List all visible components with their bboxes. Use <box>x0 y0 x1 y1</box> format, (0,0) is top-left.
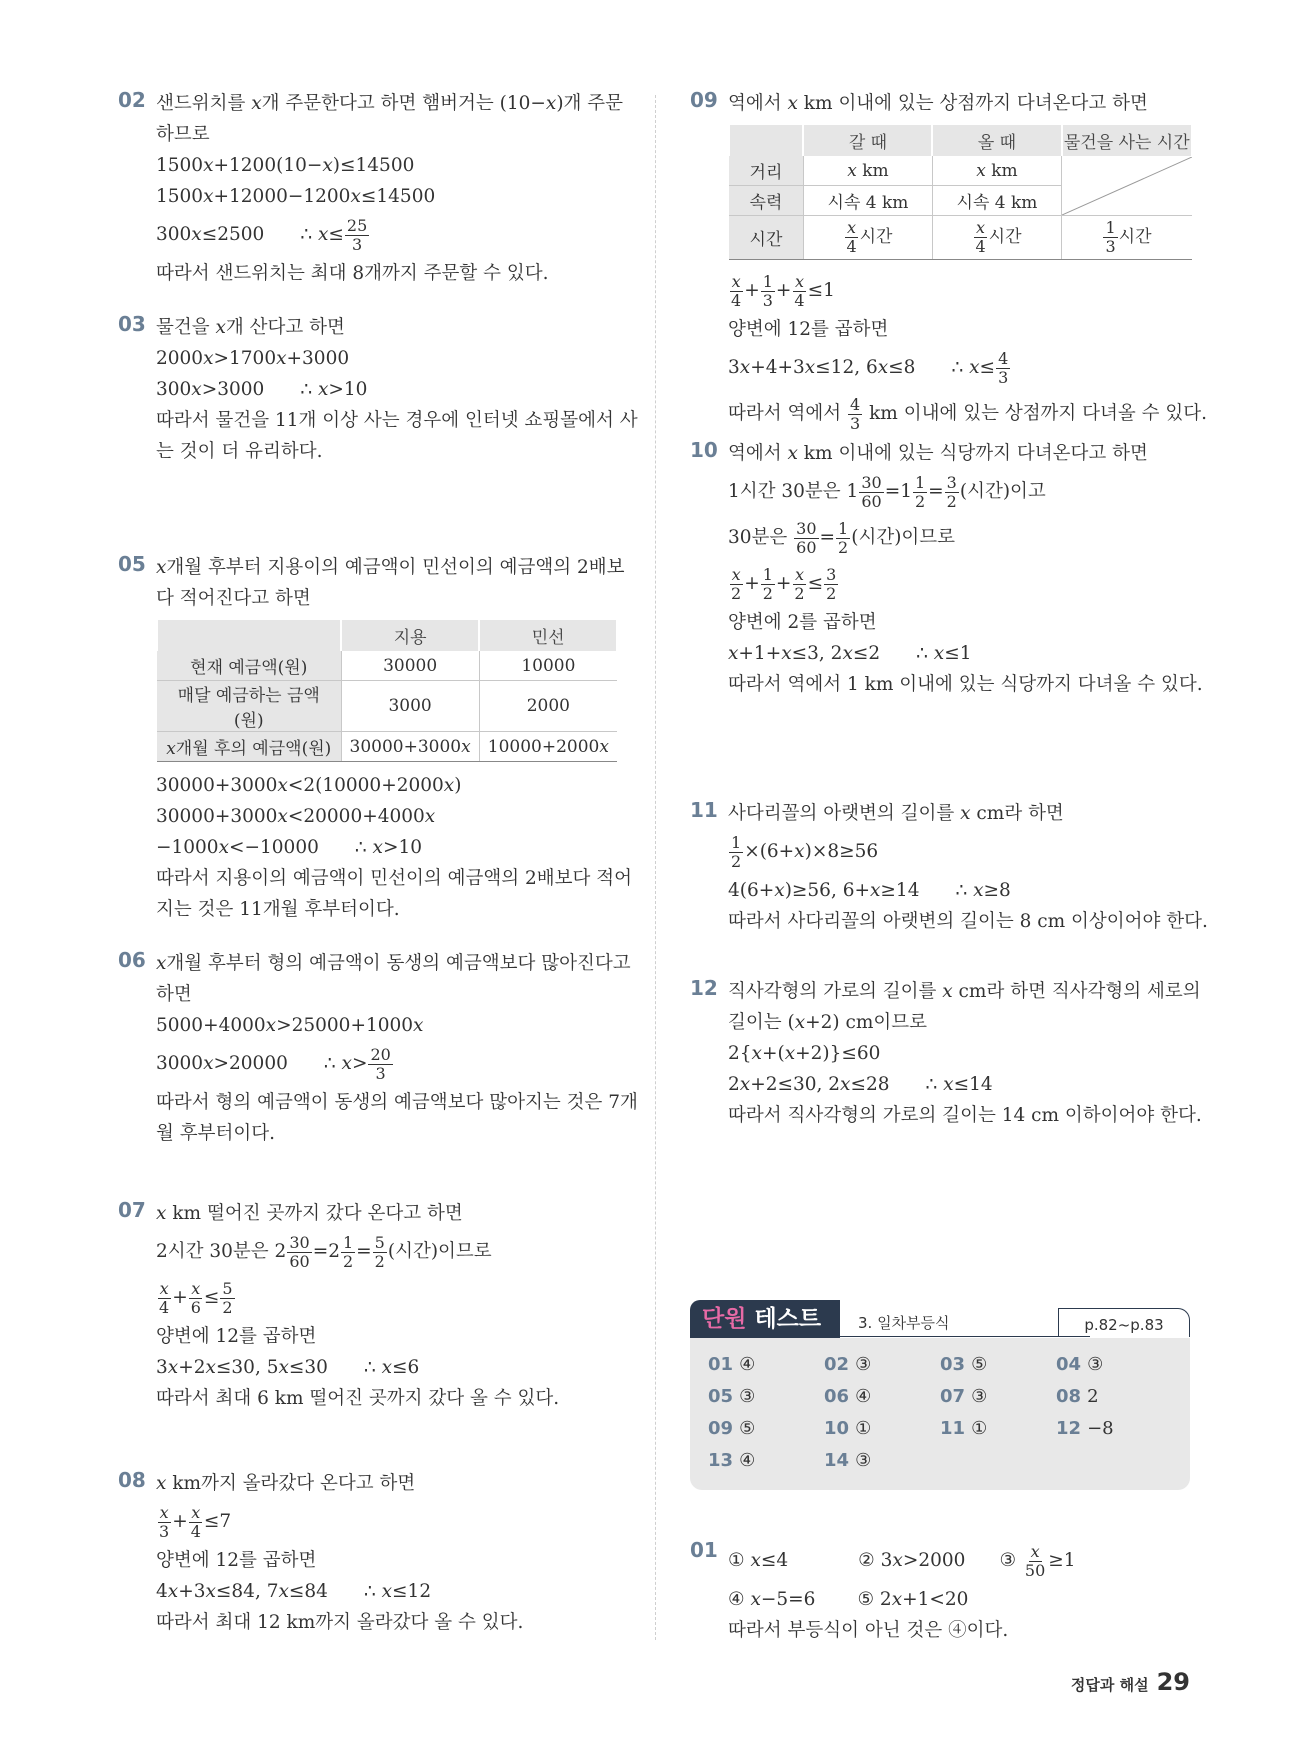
solution-10 <box>690 438 1203 700</box>
problem-number: 02 <box>118 88 146 112</box>
solution-12 <box>690 976 1202 1131</box>
solution-05 <box>118 552 632 925</box>
answer-item: 14 ③ <box>824 1450 872 1471</box>
options-line: ① 𝑥≤4 ② 3𝑥>2000 ③ $\frac{\text{𝑥}}{50}$ ≥1 <box>728 1541 1076 1580</box>
text-line: 하므로 <box>156 124 210 145</box>
answer-item: 05 ③ <box>708 1386 756 1407</box>
text-line: 따라서 사다리꼴의 아랫변의 길이는 8 cm 이상이어야 한다. <box>728 911 1208 932</box>
problem-number: 08 <box>118 1468 146 1492</box>
text-line: 2시간 30분은 2 $\frac{30}{60}$ =2 $\frac{1}{2}$ = $\frac{5}{2}$ (시간)이므로 <box>156 1232 492 1271</box>
blank-diagonal-cell <box>1062 156 1193 216</box>
answer-item: 10 ① <box>824 1418 872 1439</box>
text-line: 따라서 역에서 $\frac{4}{3}$ km 이내에 있는 상점까지 다녀올 수 있다. <box>728 394 1208 433</box>
text-line: 는 것이 더 유리하다. <box>156 441 323 462</box>
text-line: $\frac{\text{𝑥}}{3}$ + $\frac{\text{𝑥}}{4}$ ≤7 <box>159 1502 232 1541</box>
text-line: 2𝑥+2≤30, 2𝑥≤28 ∴ 𝑥≤14 <box>728 1074 993 1095</box>
text-line: 4(6+𝑥)≥56, 6+𝑥≥14 ∴ 𝑥≥8 <box>728 880 1011 901</box>
answer-item: 07 ③ <box>940 1386 988 1407</box>
answer-item: 03 ⑤ <box>940 1354 988 1375</box>
problem-number: 03 <box>118 312 146 336</box>
text-line: 양변에 2를 곱하면 <box>728 612 877 633</box>
text-line: 다 적어진다고 하면 <box>156 588 311 609</box>
text-line: 1500𝑥+1200(10−𝑥)≤14500 <box>156 155 415 176</box>
text-line: 양변에 12를 곱하면 <box>156 1326 317 1347</box>
text-line: 따라서 역에서 1 km 이내에 있는 식당까지 다녀올 수 있다. <box>728 674 1203 695</box>
text-line: $\frac{1}{2}$ ×(6+𝑥)×8≥56 <box>731 832 879 871</box>
text-line: 하면 <box>156 984 192 1005</box>
text-line: 따라서 물건을 11개 이상 사는 경우에 인터넷 쇼핑몰에서 사 <box>156 410 638 431</box>
text-line: 따라서 최대 12 km까지 올라갔다 올 수 있다. <box>156 1612 524 1633</box>
text-line: 1시간 30분은 1 $\frac{30}{60}$ =1 $\frac{1}{2}$ = $\frac{3}{2}$ (시간)이고 <box>728 472 1046 511</box>
text-line: 3𝑥+4+3𝑥≤12, 6𝑥≤8 ∴ 𝑥≤ $\frac{4}{3}$ <box>728 348 1009 387</box>
text-line: 양변에 12를 곱하면 <box>728 319 889 340</box>
answer-item: 13 ④ <box>708 1450 756 1471</box>
text-line: 길이는 (𝑥+2) cm이므로 <box>728 1012 928 1033</box>
text-line: 따라서 최대 6 km 떨어진 곳까지 갔다 올 수 있다. <box>156 1388 560 1409</box>
text-line: 따라서 지용이의 예금액이 민선이의 예금액의 2배보다 적어 <box>156 868 632 889</box>
text-line: 역에서 𝑥 km 이내에 있는 식당까지 다녀온다고 하면 <box>728 443 1148 464</box>
text-line: 4𝑥+3𝑥≤84, 7𝑥≤84 ∴ 𝑥≤12 <box>156 1581 432 1602</box>
text-line: 1500𝑥+12000−1200𝑥≤14500 <box>156 186 436 207</box>
text-line: 𝑥+1+𝑥≤3, 2𝑥≤2 ∴ 𝑥≤1 <box>728 643 972 664</box>
travel-table: 갈 때 올 때 물건을 사는 시간 거리 𝑥 km 𝑥 km 속력 시속 4 km 시속 4 km 시간 $\frac{\text{𝑥}}{4}$ 시간 $\frac{\text{𝑥}}{4}$ 시간 $\frac{1}{3}$ 시간 <box>728 125 1193 260</box>
answer-item: 01 ④ <box>708 1354 756 1375</box>
answer-item: 12 −8 <box>1056 1418 1114 1439</box>
text-line: 2000𝑥>1700𝑥+3000 <box>156 348 350 369</box>
problem-number: 07 <box>118 1198 146 1222</box>
problem-number: 05 <box>118 552 146 576</box>
text-line: 30000+3000𝑥<20000+4000𝑥 <box>156 806 436 827</box>
text-line: 따라서 샌드위치는 최대 8개까지 주문할 수 있다. <box>156 263 549 284</box>
solution-06 <box>118 948 638 1149</box>
text-line: 2{𝑥+(𝑥+2)}≤60 <box>728 1043 881 1064</box>
unit-title: 3. 일차부등식 <box>858 1314 950 1332</box>
solution-07 <box>118 1198 628 1414</box>
text-line: 역에서 𝑥 km 이내에 있는 상점까지 다녀온다고 하면 <box>728 93 1148 114</box>
text-line: 양변에 12를 곱하면 <box>156 1550 317 1571</box>
answer-grid <box>690 1338 1190 1490</box>
text-line: $\frac{\text{𝑥}}{2}$ + $\frac{1}{2}$ + $\frac{\text{𝑥}}{2}$ ≤ $\frac{3}{2}$ <box>731 564 837 603</box>
text-line: 3𝑥+2𝑥≤30, 5𝑥≤30 ∴ 𝑥≤6 <box>156 1357 420 1378</box>
page-number: 29 <box>1156 1668 1190 1696</box>
answer-item: 06 ④ <box>824 1386 872 1407</box>
solution-11 <box>690 798 1208 937</box>
deposit-table: 지용 민선 현재 예금액(원) 30000 10000 매달 예금하는 금액(원) 3000 2000 𝑥개월 후의 예금액(원) 30000+3000𝑥 10000+2000𝑥 <box>156 620 618 762</box>
problem-number: 06 <box>118 948 146 972</box>
text-line: 사다리꼴의 아랫변의 길이를 𝑥 cm라 하면 <box>728 803 1064 824</box>
text-line: 샌드위치를 𝑥개 주문한다고 하면 햄버거는 (10−𝑥)개 주문 <box>156 93 624 114</box>
text-line: 따라서 부등식이 아닌 것은 ④이다. <box>728 1620 1009 1641</box>
test-solution-01 <box>690 1538 1190 1646</box>
footer-label: 정답과 해설 <box>1070 1676 1149 1694</box>
page-range: p.82~p.83 <box>1058 1308 1190 1337</box>
text-line: 30000+3000𝑥<2(10000+2000𝑥) <box>156 775 462 796</box>
text-line: 따라서 형의 예금액이 동생의 예금액보다 많아지는 것은 7개 <box>156 1092 638 1113</box>
text-line: 물건을 𝑥개 산다고 하면 <box>156 317 345 338</box>
text-line: $\frac{\text{𝑥}}{4}$ + $\frac{1}{3}$ + $\frac{\text{𝑥}}{4}$ ≤1 <box>731 271 835 310</box>
problem-number: 12 <box>690 976 718 1000</box>
answer-item: 04 ③ <box>1056 1354 1104 1375</box>
answer-item: 11 ① <box>940 1418 988 1439</box>
problem-number: 10 <box>690 438 718 462</box>
text-line: 300𝑥>3000 ∴ 𝑥>10 <box>156 379 368 400</box>
page-footer <box>1071 1668 1190 1696</box>
text-line: 𝑥 km까지 올라갔다 온다고 하면 <box>156 1473 416 1494</box>
text-line: 월 후부터이다. <box>156 1123 275 1144</box>
answer-item: 08 2 <box>1056 1386 1099 1407</box>
tab-underline <box>840 1336 1090 1337</box>
text-line: −1000𝑥<−10000 ∴ 𝑥>10 <box>156 837 423 858</box>
answer-item: 02 ③ <box>824 1354 872 1375</box>
column-divider <box>655 95 656 1640</box>
solution-02 <box>118 88 628 289</box>
solution-09 <box>690 88 1208 437</box>
text-line: 따라서 직사각형의 가로의 길이는 14 cm 이하이어야 한다. <box>728 1105 1202 1126</box>
text-line: $\frac{\text{𝑥}}{4}$ + $\frac{\text{𝑥}}{6}$ ≤ $\frac{5}{2}$ <box>159 1278 233 1317</box>
text-line: 지는 것은 11개월 후부터이다. <box>156 899 400 920</box>
text-line: 직사각형의 가로의 길이를 𝑥 cm라 하면 직사각형의 세로의 <box>728 981 1201 1002</box>
problem-number: 09 <box>690 88 718 112</box>
diagonal-line <box>1062 157 1192 215</box>
options-line: ④ 𝑥−5=6 ⑤ 2𝑥+1<20 <box>728 1589 969 1610</box>
text-line: 300𝑥≤2500 ∴ 𝑥≤ $\frac{25}{3}$ <box>156 215 368 254</box>
text-line: 𝑥 km 떨어진 곳까지 갔다 온다고 하면 <box>156 1203 463 1224</box>
text-line: 30분은 $\frac{30}{60}$ = $\frac{1}{2}$ (시간)이므로 <box>728 518 956 557</box>
problem-number: 01 <box>690 1538 718 1562</box>
answer-item: 09 ⑤ <box>708 1418 756 1439</box>
text-line: 𝑥개월 후부터 지용이의 예금액이 민선이의 예금액의 2배보 <box>156 557 625 578</box>
text-line: 3000𝑥>20000 ∴ 𝑥> $\frac{20}{3}$ <box>156 1044 391 1083</box>
problem-number: 11 <box>690 798 718 822</box>
solution-08 <box>118 1468 628 1638</box>
unit-test-tab: 단원 테스트 <box>690 1300 840 1338</box>
text-line: 𝑥개월 후부터 형의 예금액이 동생의 예금액보다 많아진다고 <box>156 953 631 974</box>
solution-03 <box>118 312 638 467</box>
text-line: 5000+4000𝑥>25000+1000𝑥 <box>156 1015 424 1036</box>
